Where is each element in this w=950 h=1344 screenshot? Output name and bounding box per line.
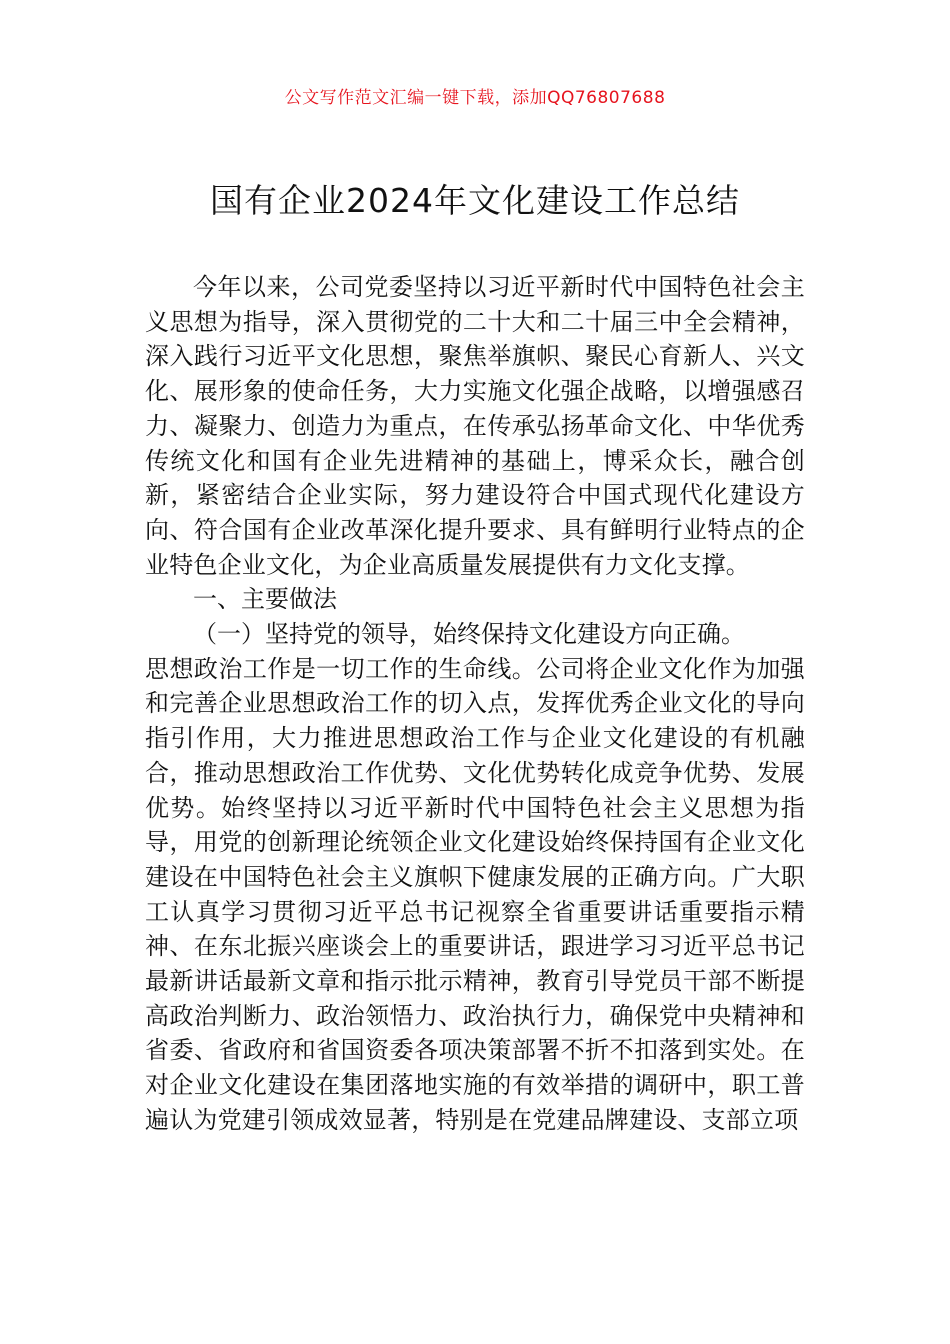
subsection-heading (145, 617, 805, 652)
subsection-body-paragraph: 思想政治工作是一切工作的生命线。公司将企业文化作为加强和完善企业思想政治工作的切入点，发挥优秀企业文化的导向指引作用，大力推进思想政治工作与企业文化建设的有机融合，推动思想政治工作优势、文化优势转化成竞争优势、发展优势。始终坚持以习近平新时代中国特色社会主义思想为指导，用党的创新理论统领企业文化建设始终保持国有企业文化建设在中国特色社会主义旗帜下健康发展的正确方向。广大职工认真学习贯彻习近平总书记视察全省重要讲话重要指示精神、在东北振兴座谈会上的重要讲话，跟进学习习近平总书记最新讲话最新文章和指示批示精神，教育引导党员干部不断提高政治判断力、政治领悟力、政治执行力，确保党中央精神和省委、省政府和省国资委各项决策部署不折不扣落到实处。在对企业文化建设在集团落地实施的有效举措的调研中，职工普遍认为党建引领成效显著，特别是在党建品牌建设、支部立项 (145, 654, 805, 1134)
section-heading: 一、主要做法 (193, 585, 337, 614)
document-title: 国有企业2024年文化建设工作总结 (210, 181, 740, 220)
subsection-heading-text: （一）坚持党的领导，始终保持文化建设方向正确。 (193, 620, 745, 649)
header-note: 公文写作范文汇编一键下载，添加QQ76807688 (284, 88, 666, 108)
intro-paragraph: 今年以来，公司党委坚持以习近平新时代中国特色社会主义思想为指导，深入贯彻党的二十大和二十届三中全会精神，深入践行习近平文化思想，聚焦举旗帜、聚民心育新人、兴文化、展形象的使命任务，大力实施文化强企战略，以增强感召力、凝聚力、创造力为重点，在传承弘扬革命文化、中华优秀传统文化和国有企业先进精神的基础上，博采众长，融合创新，紧密结合企业实际，努力建设符合中国式现代化建设方向、符合国有企业改革深化提升要求、具有鲜明行业特点的企业特色企业文化，为企业高质量发展提供有力文化支撑。 (145, 273, 805, 579)
document-body (145, 270, 805, 1138)
